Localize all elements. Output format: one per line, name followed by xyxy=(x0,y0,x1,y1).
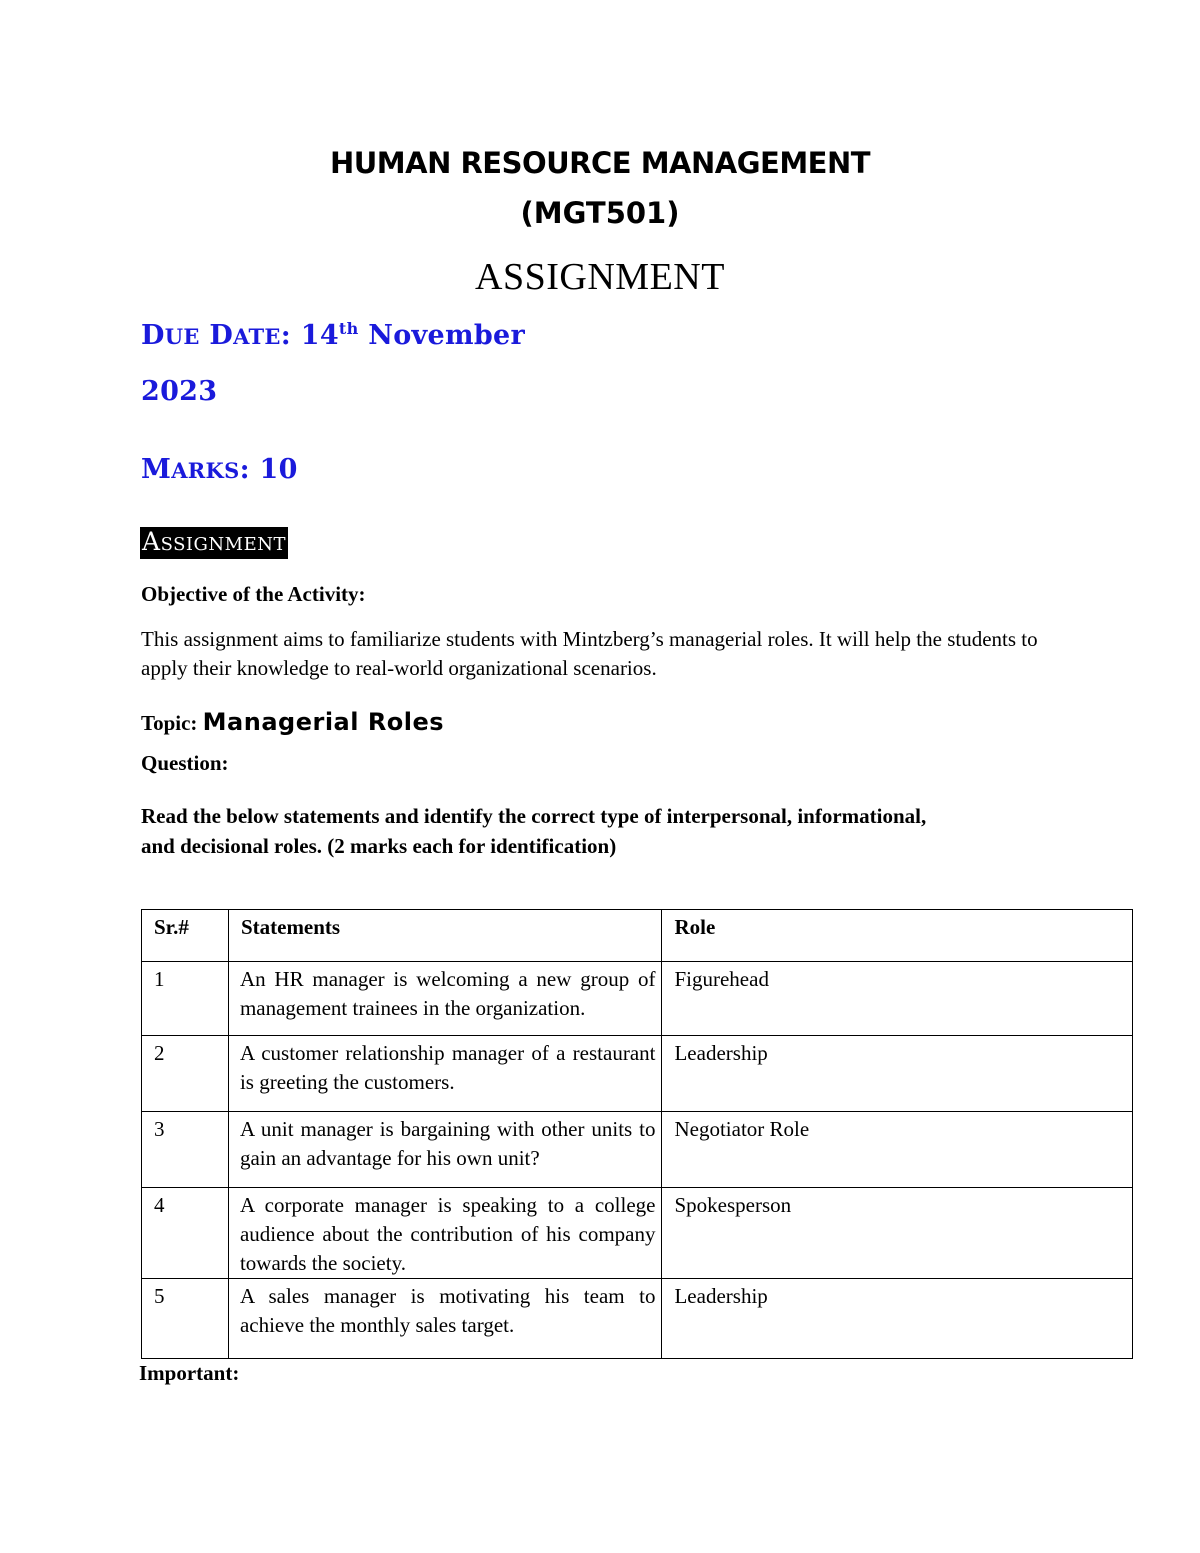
due-label-ue: UE xyxy=(164,324,200,349)
assignment-section-heading xyxy=(140,527,288,559)
due-label-ate: ATE xyxy=(233,324,281,349)
row-statement: A customer relationship manager of a restaurant is greeting the customers. xyxy=(228,1036,662,1112)
row-sr: 1 xyxy=(142,962,229,1036)
row-statement: A corporate manager is speaking to a college audience about the contribution of his company towards the society. xyxy=(228,1188,662,1279)
due-year: 2023 xyxy=(141,376,218,407)
header-sr: Sr.# xyxy=(142,910,229,962)
objective-label: Objective of the Activity: xyxy=(141,582,366,606)
table-row xyxy=(142,1188,1133,1279)
due-day-suffix: th xyxy=(338,319,359,338)
row-sr: 3 xyxy=(142,1112,229,1188)
document-heading: ASSIGNMENT xyxy=(475,256,725,298)
header-role: Role xyxy=(662,910,1133,962)
marks-line xyxy=(141,454,298,485)
course-code: (MGT501) xyxy=(520,196,680,230)
due-day: 14 xyxy=(291,320,339,351)
table-row xyxy=(142,962,1133,1036)
row-role: Leadership xyxy=(662,1036,1133,1112)
due-date-line xyxy=(141,320,525,351)
course-title: HUMAN RESOURCE MANAGEMENT xyxy=(329,146,871,180)
due-month: November xyxy=(358,320,526,351)
due-label-d: D xyxy=(141,320,165,351)
roles-table xyxy=(141,909,1133,1359)
question-instruction xyxy=(141,801,926,861)
assignment-first-letter: A xyxy=(142,527,161,556)
table-row xyxy=(142,1279,1133,1359)
row-sr: 4 xyxy=(142,1188,229,1279)
marks-value: 10 xyxy=(249,454,298,485)
assignment-rest: SSIGNMENT xyxy=(160,534,286,555)
topic-line xyxy=(141,708,444,736)
marks-label-m: M xyxy=(141,454,172,485)
row-sr: 5 xyxy=(142,1279,229,1359)
due-label-space-d: D xyxy=(199,320,234,351)
instruction-line-2: and decisional roles. (2 marks each for identification) xyxy=(141,834,617,858)
table-row xyxy=(142,1036,1133,1112)
important-label: Important: xyxy=(139,1361,240,1385)
instruction-line-1: Read the below statements and identify the correct type of interpersonal, informational, xyxy=(141,804,927,828)
header-statements: Statements xyxy=(228,910,662,962)
row-statement: A unit manager is bargaining with other units to gain an advantage for his own unit? xyxy=(228,1112,662,1188)
row-role: Negotiator Role xyxy=(662,1112,1133,1188)
row-statement: An HR manager is welcoming a new group of management trainees in the organization. xyxy=(228,962,662,1036)
topic-label: Topic: xyxy=(141,711,198,735)
marks-label-colon: : xyxy=(239,454,250,485)
due-label-colon: : xyxy=(280,320,292,351)
marks-label-arks: ARKS xyxy=(171,458,240,483)
row-role: Leadership xyxy=(662,1279,1133,1359)
topic-value: Managerial Roles xyxy=(202,708,445,736)
table-row xyxy=(142,1112,1133,1188)
row-sr: 2 xyxy=(142,1036,229,1112)
table-header-row xyxy=(142,910,1133,962)
objective-text: This assignment aims to familiarize students with Mintzberg’s managerial roles. It will help the students to apply their knowledge to real-world organizational scenarios. xyxy=(141,627,1038,680)
row-statement: A sales manager is motivating his team to achieve the monthly sales target. xyxy=(228,1279,662,1359)
question-label: Question: xyxy=(141,751,229,775)
row-role: Spokesperson xyxy=(662,1188,1133,1279)
row-role: Figurehead xyxy=(662,962,1133,1036)
